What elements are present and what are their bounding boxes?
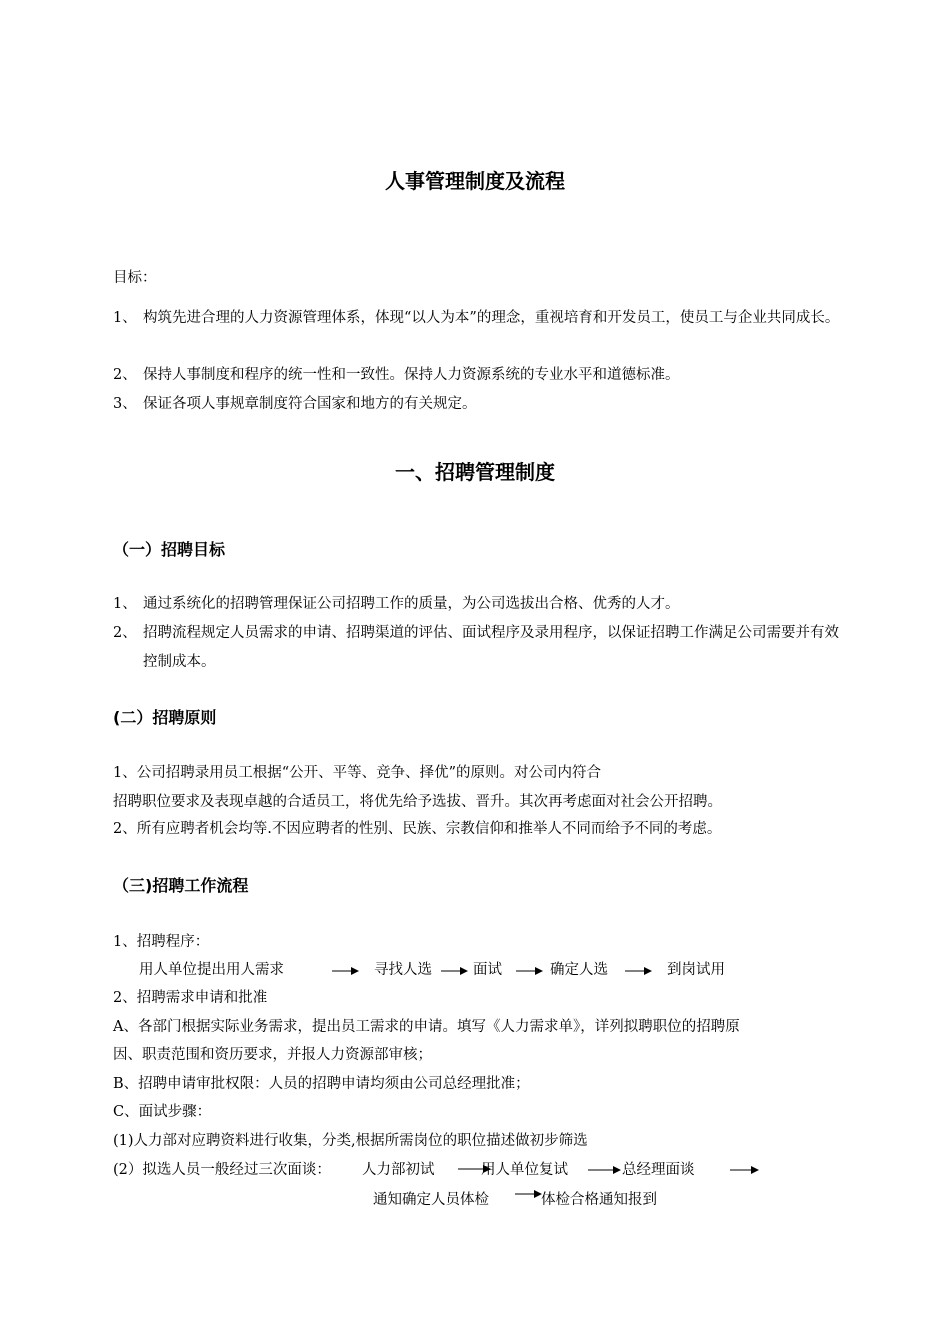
flow-step-5: 到岗试用 [667,962,725,978]
objective-item-2 [113,619,853,677]
document-title: 人事管理制度及流程 [385,169,565,193]
subsection-heading-objectives: （一）招聘目标 [113,540,226,559]
objective-item-text: 招聘流程规定人员需求的申请、招聘渠道的评估、面试程序及录用程序，以保证招聘工作满足公司需要并有效控制成本。 [143,625,839,670]
goal-item-2 [113,361,853,390]
flow-arrow-icon [625,965,653,977]
interview-stage-3: 总经理面谈 [622,1162,695,1178]
goal-item-number: 1、 [113,310,137,326]
principle-line-2: 招聘职位要求及表现卓越的合适员工，将优先给予选拔、晋升。其次再考虑面对社会公开招聘。 [113,794,722,810]
objective-item-text: 通过系统化的招聘管理保证公司招聘工作的质量，为公司选拔出合格、优秀的人才。 [143,596,680,612]
flow-arrow-icon [441,965,469,977]
flow-step-2: 寻找人选 [374,962,432,978]
item-b-line: B、招聘申请审批权限：人员的招聘申请均须由公司总经理批准； [113,1076,530,1092]
objective-item-number: 1、 [113,596,137,612]
objective-item-number: 2、 [113,625,137,641]
goal-item-3 [113,390,853,419]
item-c-line: C、面试步骤： [113,1104,212,1120]
goal-item-text: 构筑先进合理的人力资源管理体系，体现“以人为本”的理念，重视培育和开发员工，使员工与企业共同成长。 [143,310,840,326]
subsection-heading-workflow: （三)招聘工作流程 [113,876,249,895]
flow-arrow-icon [516,965,544,977]
goal-item-number: 3、 [113,396,137,412]
goal-item-text: 保持人事制度和程序的统一性和一致性。保持人力资源系统的专业水平和道德标准。 [143,367,680,383]
principle-line-3: 2、所有应聘者机会均等.不因应聘者的性别、民族、宗教信仰和推举人不同而给予不同的考虑。 [113,821,722,837]
interview-stage-1: 人力部初试 [362,1162,435,1178]
flow-step-1: 用人单位提出用人需求 [139,962,284,978]
interview-stage-5: 体检合格通知报到 [541,1192,657,1208]
objective-item-1 [113,590,853,619]
request-label: 2、招聘需求申请和批准 [113,990,268,1006]
subsection-heading-principles: (二）招聘原则 [113,708,217,727]
flow-step-4: 确定人选 [550,962,608,978]
flow-arrow-icon [515,1188,543,1200]
flow-arrow-icon [332,965,360,977]
principle-line-1: 1、公司招聘录用员工根据“公开、平等、竞争、择优”的原则。对公司内符合 [113,765,602,781]
goal-item-text: 保证各项人事规章制度符合国家和地方的有关规定。 [143,396,477,412]
flow-arrow-icon [730,1164,760,1176]
interview-stage-2: 用人单位复试 [481,1162,568,1178]
goal-item-1 [113,304,853,333]
goals-label: 目标： [113,270,157,286]
item-a-line-2: 因、职责范围和资历要求，并报人力资源部审核； [113,1047,432,1063]
interview-step-1: (1)人力部对应聘资料进行收集，分类,根据所需岗位的职位描述做初步筛选 [113,1133,588,1149]
flow-step-3: 面试 [473,962,502,978]
item-a-line-1: A、各部门根据实际业务需求，提出员工需求的申请。填写《人力需求单》，详列拟聘职位的招聘原 [113,1019,740,1035]
section-heading-recruitment: 一、招聘管理制度 [395,460,555,484]
interview-stage-4: 通知确定人员体检 [373,1192,489,1208]
interview-step-2-prefix: (2）拟选人员一般经过三次面谈： [113,1162,331,1178]
flow-arrow-icon [588,1164,622,1176]
procedure-label: 1、招聘程序： [113,934,210,950]
goal-item-number: 2、 [113,367,137,383]
